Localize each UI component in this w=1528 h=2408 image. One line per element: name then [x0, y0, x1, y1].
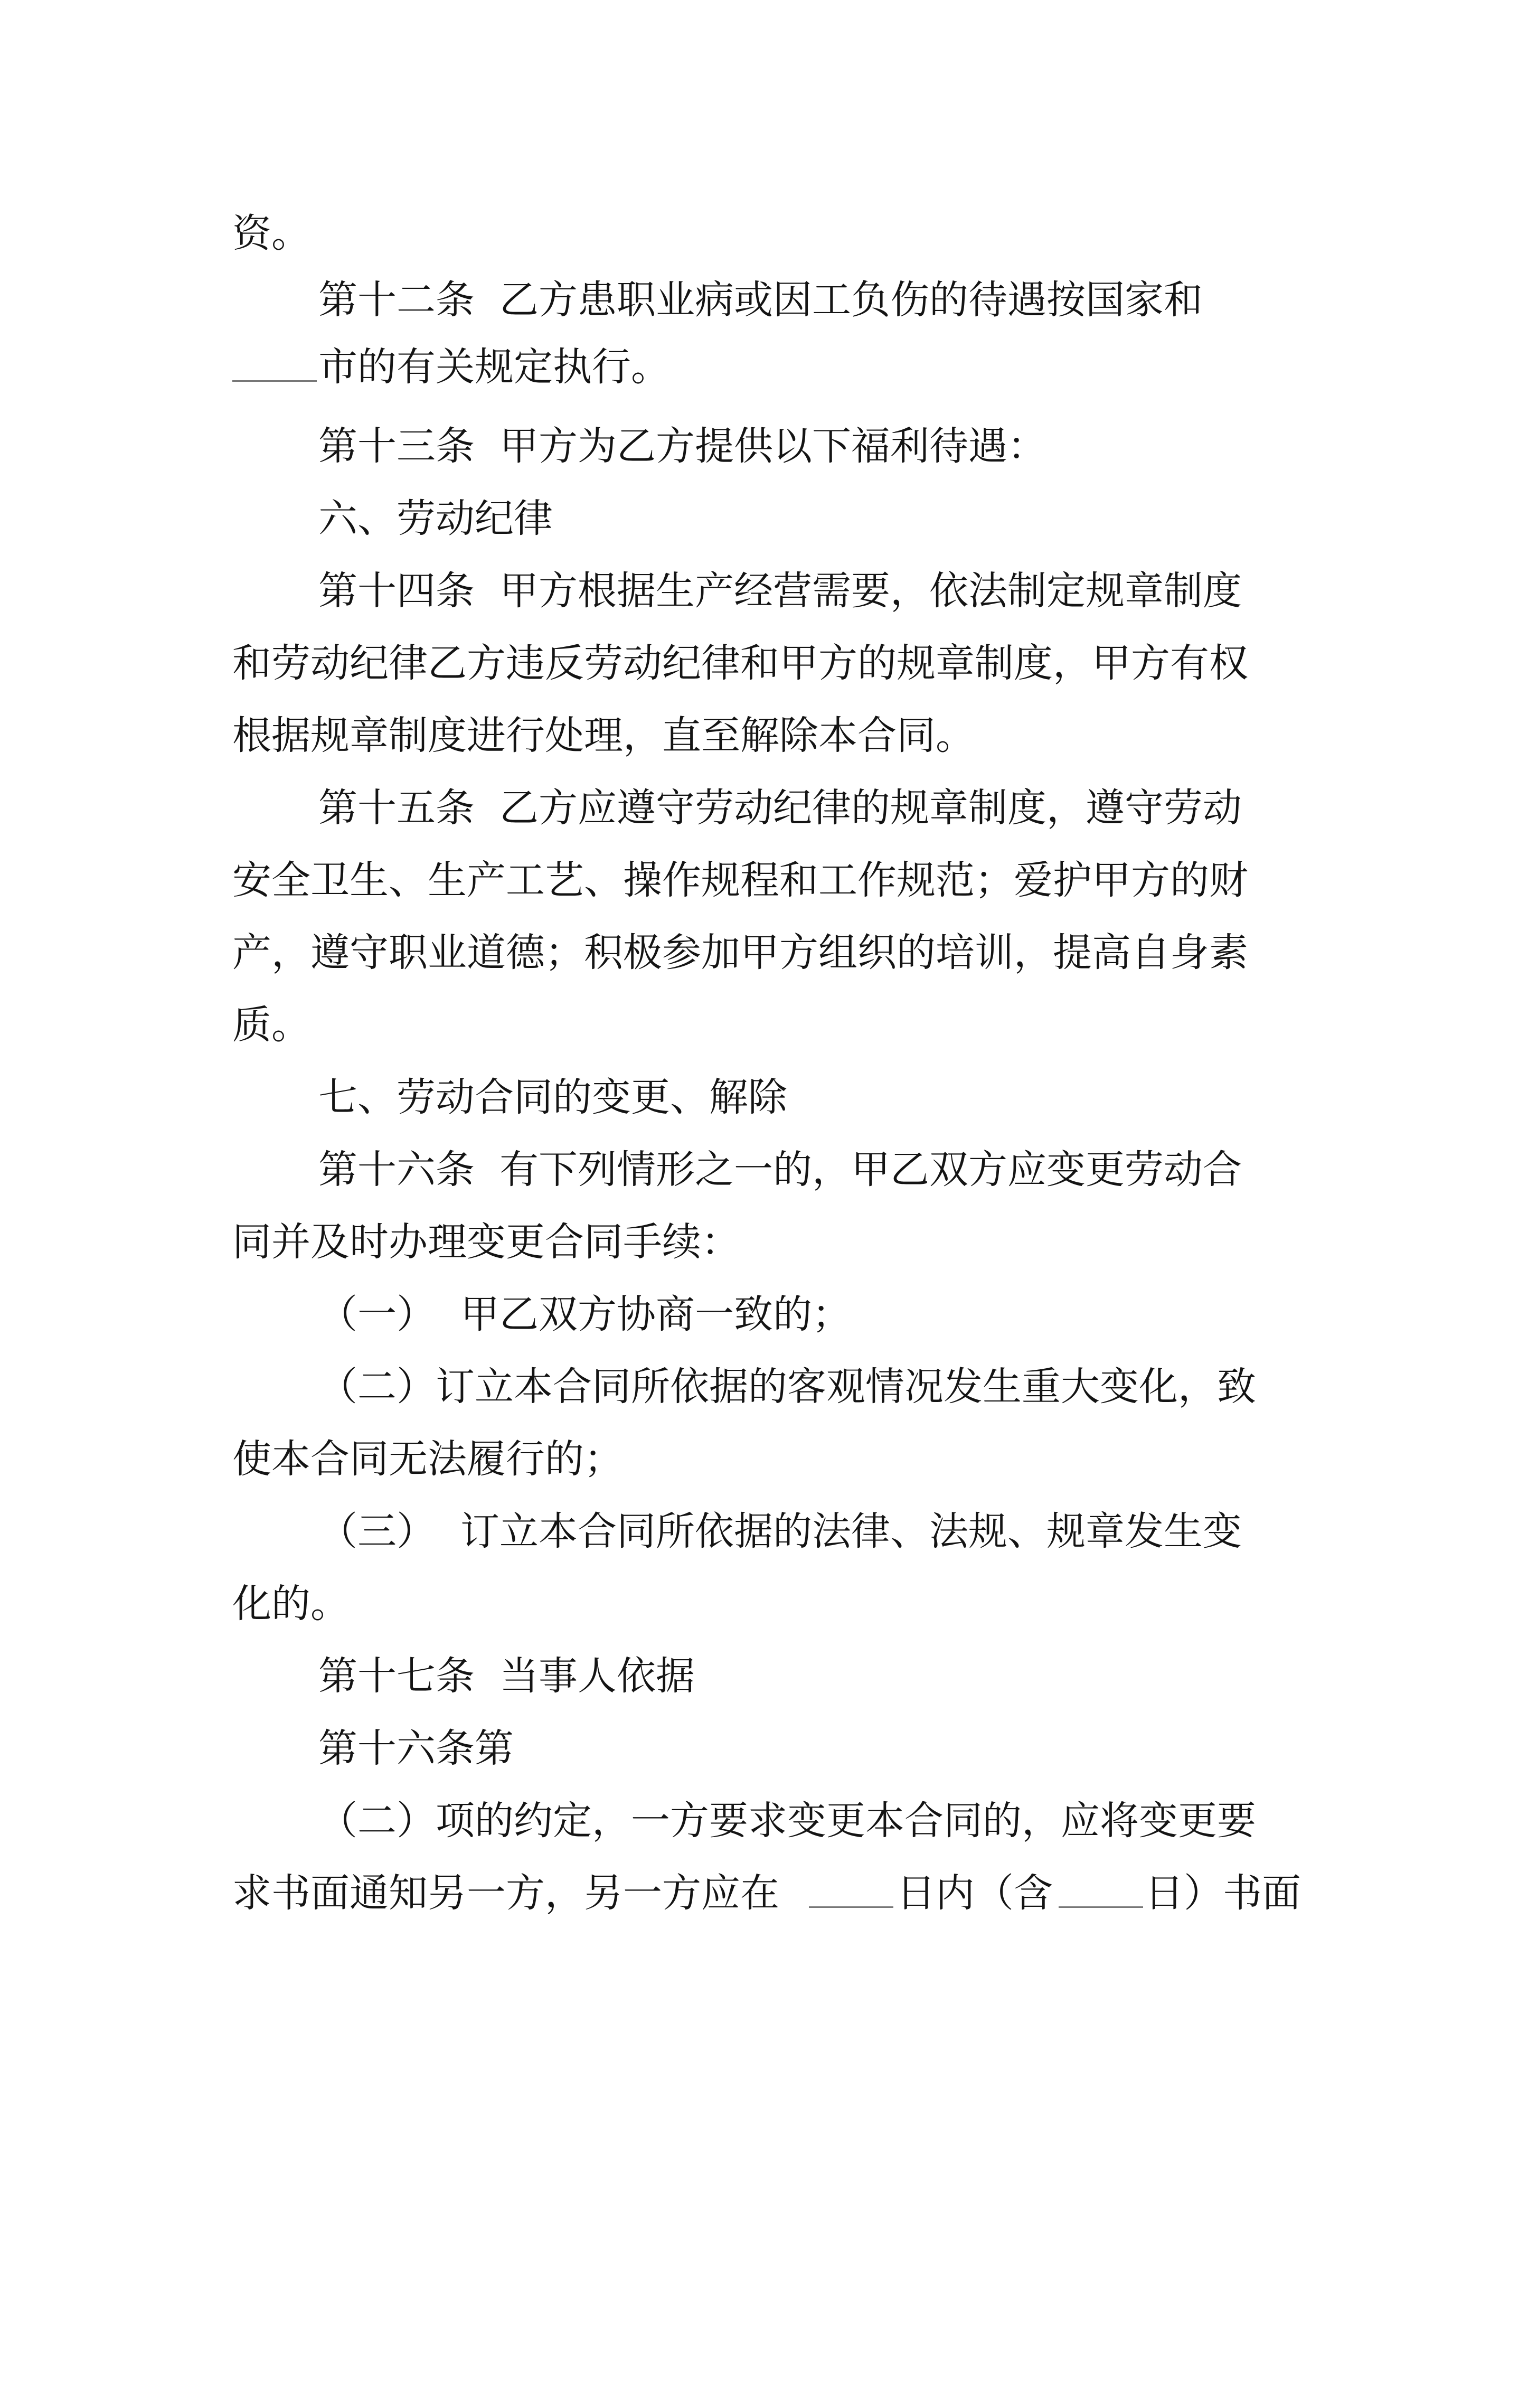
line-text: 安全卫生、生产工艺、操作规程和工作规范；爱护甲方的财 [232, 858, 1248, 903]
line-text: 使本合同无法履行的； [232, 1436, 623, 1482]
line-text: 同并及时办理变更合同手续： [232, 1219, 740, 1265]
blank-underline [232, 349, 317, 382]
article-12-continuation [0, 327, 1528, 407]
paragraph-line [0, 1709, 1528, 1788]
paragraph-line [0, 1419, 1528, 1499]
paragraph-line [0, 841, 1528, 920]
section-heading-labor-discipline [0, 479, 1528, 558]
section-heading-contract-change [0, 1058, 1528, 1137]
line-text: 和劳动纪律乙方违反劳动纪律和甲方的规章制度，甲方有权 [232, 641, 1248, 686]
list-item [0, 1347, 1528, 1426]
paragraph-line [0, 696, 1528, 775]
line-text: 日）书面 [1145, 1870, 1301, 1916]
line-text: 求书面通知另一方，另一方应在 [232, 1870, 779, 1916]
line-text: （二）项的约定，一方要求变更本合同的，应将变更要 [318, 1798, 1256, 1843]
line-text: （二）订立本合同所依据的客观情况发生重大变化，致 [318, 1364, 1256, 1409]
line-text: 第十六条 有下列情形之一的，甲乙双方应变更劳动合 [318, 1147, 1242, 1192]
line-text: 第十二条 乙方患职业病或因工负伤的待遇按国家和 [318, 277, 1203, 323]
blank-underline [1059, 1875, 1143, 1908]
line-text: 第十五条 乙方应遵守劳动纪律的规章制度，遵守劳动 [318, 785, 1242, 831]
list-item [0, 1275, 1528, 1354]
line-text: 化的。 [232, 1581, 350, 1626]
line-text: 七、劳动合同的变更、解除 [318, 1075, 787, 1120]
paragraph-line [0, 1781, 1528, 1860]
line-text: 资。 [232, 211, 310, 256]
line-text: 六、劳动纪律 [318, 496, 553, 541]
line-text: 日内（含 [897, 1870, 1053, 1916]
blank-underline [809, 1875, 893, 1908]
line-text: 第十七条 当事人依据 [318, 1653, 695, 1699]
article-16-line [0, 1130, 1528, 1209]
list-item [0, 1492, 1528, 1571]
line-text: （三） 订立本合同所依据的法律、法规、规章发生变 [318, 1509, 1242, 1554]
paragraph-line-with-blanks [0, 1854, 1528, 1933]
line-text: 质。 [232, 1002, 310, 1048]
line-text: 市的有关规定执行。 [318, 344, 670, 390]
line-text: 产，遵守职业道德；积极参加甲方组织的培训，提高自身素 [232, 930, 1248, 975]
article-14-line [0, 551, 1528, 631]
paragraph-line [0, 624, 1528, 703]
paragraph-line [0, 913, 1528, 992]
paragraph-line [0, 1202, 1528, 1282]
line-text: 第十三条 甲方为乙方提供以下福利待遇： [318, 424, 1047, 469]
line-text: （一） 甲乙双方协商一致的； [318, 1292, 852, 1337]
paragraph-line [0, 1564, 1528, 1643]
article-13-line [0, 407, 1528, 486]
line-text: 根据规章制度进行处理，直至解除本合同。 [232, 713, 975, 758]
line-text: 第十六条第 [318, 1726, 514, 1771]
line-text: 第十四条 甲方根据生产经营需要，依法制定规章制度 [318, 568, 1242, 614]
paragraph-line [0, 985, 1528, 1065]
article-17-line [0, 1636, 1528, 1716]
article-15-line [0, 768, 1528, 848]
